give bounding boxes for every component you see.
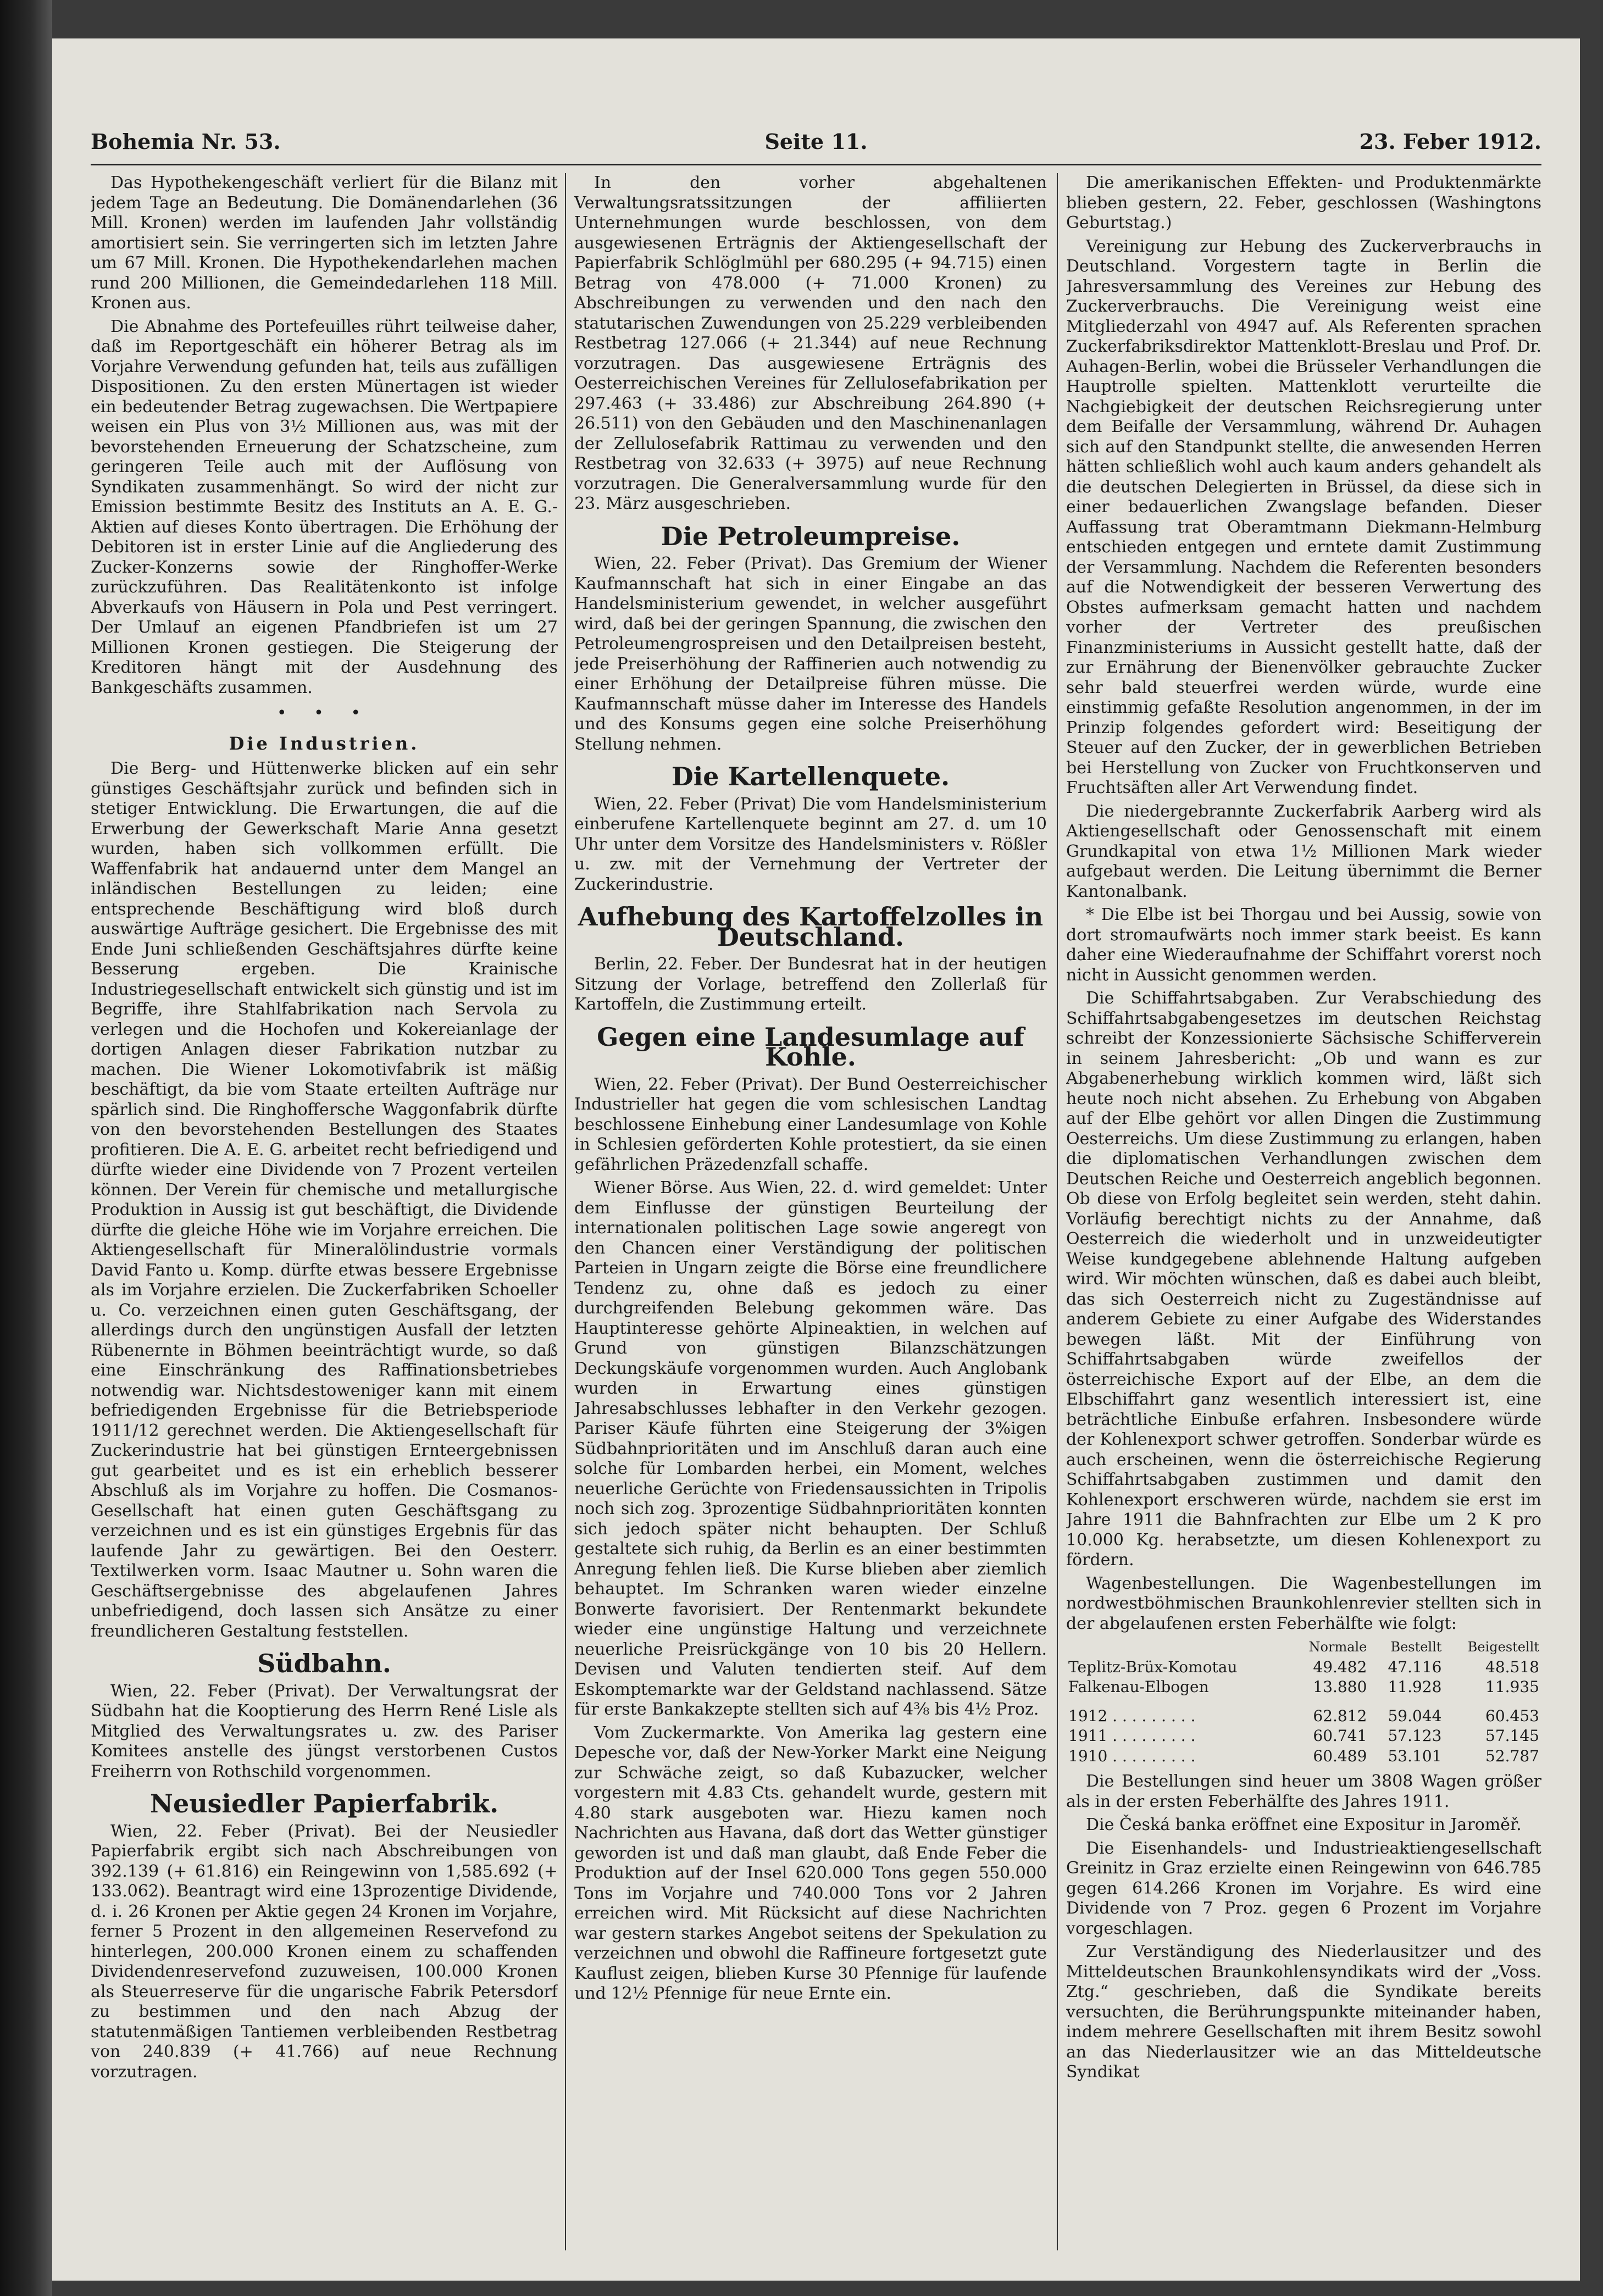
article-paragraph: Vereinigung zur Hebung des Zuckerverbrauchs in Deutschland. Vorgestern tagte in Berlin die Jahresversammlung des Vereines zur Hebung des Zuckerverbrauchs. Die Vereinigung weist eine Mitgliederzahl von 4947 auf. Als Referenten sprachen Zuckerfabriksdirektor Mattenklott-Breslau und Prof. Dr. Auhagen-Berlin, wobei die Brüsseler Verhandlungen die Hauptrolle spielten. Mattenklott verurteilte die Nachgiebigkeit der deutschen Reichsregierung unter dem Beifalle der Versammlung, während Dr. Auhagen sich auf den Standpunkt stellte, die anwesenden Herren hätten schließlich wohl auch kaum anders gehandelt als die deutschen Delegierten in Brüssel, da diese sich in einer bedauerlichen Zwangslage befanden. Dieser Auffassung trat Oberamtmann Diekmann-Helmburg entschieden entgegen und erntete damit Zustimmung der Versammlung. Nachdem die Referenten besonders auf die Notwendigkeit der besseren Verwertung des Obstes aufmerksam gemacht hatten und nachdem vorher der Vertreter des preußischen Finanzministeriums in Aussicht gestellt hatte, daß der zur Ernährung der Bienenvölker gebrauchte Zucker sehr bald steuerfrei werden würde, wurde eine einstimmig gefaßte Resolution angenommen, in der im Prinzip folgendes gefordert wird: Beseitigung der Steuer auf den Zucker, der in gewerblichen Betrieben bei Herstellung von Zucker von Fruchtkonserven und Fruchtsäften aller Art Verwendung findet. [1066, 236, 1541, 797]
header-date: 23. Feber 1912. [1359, 129, 1541, 154]
table-cell: 60.489 [1313, 1746, 1367, 1765]
table-cell: 60.741 [1313, 1727, 1367, 1745]
section-heading: Die Petroleumpreise. [661, 521, 961, 551]
column-1 [91, 173, 558, 2261]
table-cell: 11.928 [1388, 1678, 1442, 1696]
article-paragraph: Wiener Börse. Aus Wien, 22. d. wird gemeldet: Unter dem Einflusse der günstigen Beurteilung der internationalen politischen Lage sowie angeregt von den Chancen einer Verständigung der politischen Parteien in Ungarn zeigte die Börse eine freundlichere Tendenz zu, ohne daß es jedoch zu einer durchgreifenden Belebung gekommen wäre. Das Hauptinteresse gehörte Alpineaktien, in welchen auf Grund von günstigen Bilanzschätzungen Deckungskäufe vorgenommen wurden. Auch Anglobank wurden in Erwartung eines günstigen Jahresabschlusses lebhafter in den Verkehr gezogen. Pariser Käufe führten eine Steigerung der 3%igen Südbahnprioritäten und im Anschluß daran auch eine solche für Lombarden herbei, ein Moment, welches neuerliche Gerüchte von Friedensaussichten in Tripolis noch sich zog. 3prozentige Südbahnprioritäten konnten sich jedoch später nicht behaupten. Der Schluß gestaltete sich ruhig, da Berlin es an einer bestimmten Anregung fehlen ließ. Die Kurse blieben aber ziemlich behauptet. Im Schranken waren wieder einzelne Bonwerte favorisiert. Der Rentenmarkt bekundete wieder eine ungünstige Haltung und verzeichnete neuerliche Preisrückgänge von 10 bis 20 Hellern. Devisen und Valuten tendierten steif. Auf dem Eskomptemarkte war der Geldstand nachlassend. Sätze für erste Bankakzepte stellten sich auf 4⅜ bis 4½ Proz. [574, 1178, 1047, 1719]
table-row [1066, 1726, 1541, 1746]
column-divider [565, 173, 566, 2250]
article-paragraph: Zur Verständigung des Niederlausitzer und des Mitteldeutschen Braunkohlensyndikats wird der „Voss. Ztg.“ geschrieben, daß die Syndikate bereits versuchten, die Berührungspunkte miteinander haben, indem mehrere Gesellschaften mit ihrem Besitz sowohl an das Niederlausitzer wie an das Mitteldeutsche Syndikat [1066, 1942, 1541, 2082]
table-row [1066, 1657, 1541, 1678]
article-paragraph: Das Hypothekengeschäft verliert für die Bilanz mit jedem Tage an Bedeutung. Die Domänendarlehen (36 Mill. Kronen) werden im laufenden Jahr vollständig amortisiert sein. Sie verringerten sich im letzten Jahre um 67 Mill. Kronen. Die Hypothekendarlehen machen rund 200 Millionen, die Gemeindedarlehen 118 Mill. Kronen aus. [91, 173, 558, 313]
header-newspaper-issue: Bohemia Nr. 53. [91, 129, 281, 154]
article-paragraph: Die Abnahme des Portefeuilles rührt teilweise daher, daß im Reportgeschäft ein höherer Betrag als im Vorjahre Verwendung gefunden hat, teils aus zufälligen Dispositionen. Zu den ersten Münertagen ist wieder ein bedeutender Betrag zugewachsen. Die Wertpapiere weisen ein Plus von 3½ Millionen aus, was mit der bevorstehenden Erneuerung der Schatzscheine, zum geringeren Teile auch mit der Auflösung von Syndikaten zusammenhängt. So wird der nicht zur Emission bestimmte Besitz des Instituts an A. E. G.-Aktien auf dieses Konto übertragen. Die Erhöhung der Debitoren ist in erster Linie auf die Angliederung des Zucker-Konzerns sowie der Ringhoffer-Werke zurückzuführen. Das Realitätenkonto ist infolge Abverkaufs von Häusern in Pola und Pest verringert. Der Umlauf an eigenen Pfandbriefen ist um 27 Millionen Kronen gestiegen. Die Steigerung der Kreditoren hängt mit der Ausdehnung des Bankgeschäfts zusammen. [91, 317, 558, 697]
table-cell: Falkenau-Elbogen [1068, 1678, 1209, 1696]
section-heading: Aufhebung des Kartoffelzolles in Deutschland. [578, 902, 1044, 952]
table-cell: 53.101 [1388, 1746, 1442, 1765]
column-2 [574, 173, 1047, 2261]
article-paragraph: * Die Elbe ist bei Thorgau und bei Aussig, sowie von dort stromaufwärts noch immer stark beeist. Es kann daher eine Wiederaufnahme der Schiffahrt vorerst noch nicht in Aussicht genommen werden. [1066, 905, 1541, 985]
book-spine [0, 0, 52, 2296]
table-row [1066, 1677, 1541, 1698]
table-cell: 11.935 [1485, 1678, 1539, 1696]
article-paragraph: In den vorher abgehaltenen Verwaltungsratssitzungen der affiliierten Unternehmungen wurde beschlossen, von dem ausgewiesenen Erträgnis der Aktiengesellschaft der Papierfabrik Schlöglmühl per 680.295 (+ 94.715) einen Betrag von 478.000 (+ 71.000 Kronen) zu Abschreibungen zu verwenden und den nach den statutarischen Zuwendungen von 25.229 verbleibenden Restbetrag 127.066 (+ 21.344) auf neue Rechnung vorzutragen. Das ausgewiesene Erträgnis des Oesterreichischen Vereines für Zellulosefabrikation per 297.463 (+ 33.486) zur Abschreibung 264.890 (+ 26.511) von den Gebäuden und den Maschinenanlagen der Zellulosefabrik Rattimau zu verwenden und den Restbetrag von 32.633 (+ 3975) auf neue Rechnung vorzutragen. Die Generalversammlung wurde für den 23. März ausgeschrieben. [574, 173, 1047, 513]
table-cell: Normale [1308, 1639, 1367, 1655]
article-paragraph: Wien, 22. Feber (Privat). Bei der Neusiedler Papierfabrik ergibt sich nach Abschreibungen von 392.139 (+ 61.816) ein Reingewinn von 1,585.692 (+ 133.062). Beantragt wird eine 13prozentige Dividende, d. i. 26 Kronen per Aktie gegen 24 Kronen im Vorjahre, ferner 5 Prozent in den allgemeinen Reservefond zu hinterlegen, 200.000 Kronen einem zu schaffenden Dividendenreservefond zuzuweisen, 100.000 Kronen als Steuerreserve für die ungarische Fabrik Petersdorf zu bestimmen und den nach Abzug der statutenmäßigen Tantiemen verbleibenden Restbetrag von 240.839 (+ 41.766) auf neue Rechnung vorzutragen. [91, 1821, 558, 2082]
table-cell: 1910 . . . . . . . . . [1068, 1746, 1196, 1765]
table-cell: 48.518 [1485, 1657, 1539, 1676]
header-page-number: Seite 11. [764, 129, 868, 154]
article-paragraph: Die amerikanischen Effekten- und Produktenmärkte blieben gestern, 22. Feber, geschlossen (Washingtons Geburtstag.) [1066, 173, 1541, 232]
table-cell: 62.812 [1313, 1706, 1367, 1725]
article-paragraph: Die Česká banka eröffnet eine Expositur in Jaroměř. [1086, 1815, 1522, 1834]
section-heading: Die Kartellenquete. [671, 762, 950, 791]
table-row [1066, 1698, 1541, 1706]
table-cell: 49.482 [1313, 1657, 1367, 1676]
table-cell: 1911 . . . . . . . . . [1068, 1727, 1196, 1745]
article-paragraph: Wien, 22. Feber (Privat). Das Gremium der Wiener Kaufmannschaft hat sich in einer Eingabe an das Handelsministerium gewendet, in welcher ausgeführt wird, daß bei der geringen Spannung, die zwischen den Petroleumengrospreisen und den Detailpreisen besteht, jede Preiserhöhung der Raffinerien auch notwendig zu einer Erhöhung der Detailpreise führen müsse. Die Kaufmannschaft müsse daher im Interesse des Handels und des Konsums gegen eine solche Preiserhöhung Stellung nehmen. [574, 554, 1047, 754]
column-divider [1057, 173, 1058, 2250]
article-paragraph: Vom Zuckermarkte. Von Amerika lag gestern eine Depesche vor, daß der New-Yorker Markt eine Neigung zur Schwäche zeigt, so daß Kubazucker, welcher vorgestern mit 4.83 Cts. gehandelt wurde, gestern mit 4.80 stark ausgeboten war. Hiezu kamen noch Nachrichten aus Havana, daß dort das Wetter günstiger geworden ist und daß man glaubt, daß Ende Feber die Produktion auf der Insel 620.000 Tons gegen 550.000 Tons im Vorjahre und 740.000 Tons vor 2 Jahren erreichen wird. Mit Rücksicht auf diese Nachrichten war gestern starkes Angebot seitens der Spekulation zu verzeichnen und obwohl die Raffineure fortgesetzt gute Kauflust zeigen, blieben Kurse 30 Pfennige für laufende und 12½ Pfennige für neue Ernte ein. [574, 1723, 1047, 2003]
page-header [91, 129, 1541, 162]
table-cell [1066, 1698, 1289, 1706]
table-cell [1066, 1637, 1289, 1657]
table-cell: Teplitz-Brüx-Komotau [1068, 1657, 1238, 1676]
article-paragraph: Die Bestellungen sind heuer um 3808 Wagen größer als in der ersten Feberhälfte des Jahres 1911. [1066, 1772, 1541, 1811]
table-cell [1289, 1698, 1369, 1706]
header-rule [91, 164, 1541, 165]
article-paragraph: Wien, 22. Feber (Privat) Die vom Handelsministerium einberufene Kartellenquete beginnt am 27. d. um 10 Uhr unter dem Vorsitze des Handelsministers v. Rößler u. zw. mit der Vernehmung der Vertreter der Zuckerindustrie. [574, 794, 1047, 894]
table-row [1066, 1746, 1541, 1767]
table-cell: 57.145 [1485, 1727, 1539, 1745]
article-paragraph: Wien, 22. Feber (Privat). Der Bund Oesterreichischer Industrieller hat gegen die vom schlesischen Landtag beschlossene Einhebung einer Landesumlage von Kohle in Schlesien geförderten Kohle protestiert, da sie einen gefährlichen Präzedenzfall schaffe. [574, 1074, 1047, 1174]
section-heading: Südbahn. [257, 1649, 391, 1678]
wagon-orders-table [1066, 1637, 1541, 1766]
article-paragraph: Die niedergebrannte Zuckerfabrik Aarberg wird als Aktiengesellschaft oder Genossenschaft mit einem Grundkapital von etwa 1½ Millionen Mark wieder aufgebaut werden. Die Leitung übernimmt die Berner Kantonalbank. [1066, 801, 1541, 901]
newspaper-page [52, 38, 1580, 2281]
table-cell: 59.044 [1388, 1706, 1442, 1725]
article-paragraph: Die Schiffahrtsabgaben. Zur Verabschiedung des Schiffahrtsabgabengesetzes im deutschen Reichstag schreibt der Konzessionierte Sächsische Schifferverein in seinem Jahresbericht: „Ob und wann es zur Abgabenerhebung wirklich kommen wird, läßt sich heute noch nicht absehen. Zu Erhebung von Abgaben auf der Elbe gehört vor allen Dingen die Zustimmung Oesterreichs. Um diese Zustimmung zu erlangen, haben die diplomatischen Verhandlungen zwischen dem Deutschen Reiche und Oesterreich angeblich begonnen. Ob diese von Erfolg begleitet sein werden, steht dahin. Vorläufig berechtigt nichts zu der Annahme, daß Oesterreich die wiederholt und in unzweideutigter Weise kundgegebene ablehnende Haltung aufgeben wird. Wir möchten wünschen, daß es dabei auch bleibt, das sich Oesterreich nicht zu Zugeständnisse auf anderem Gebiete zu einer Aufgabe des Widerstandes bewegen läßt. Mit der Einführung von Schiffahrtsabgaben würde zweifellos der österreichische Export auf der Elbe, an dem die Elbschiffahrt ganz wesentlich interessiert ist, eine beträchtliche Einbuße erfahren. Insbesondere würde der Kohlenexport schwer getroffen. Sonderbar würde es auch erscheinen, wenn die österreichische Regierung Schiffahrtsabgaben zustimmen und damit den Kohlenexport erschweren würde, nachdem sie erst im Jahre 1911 die Bahnfrachten zur Elbe um 2 K pro 10.000 Kg. herabsetzte, um diesen Kohlenexport zu fördern. [1066, 989, 1541, 1570]
table-cell: Bestellt [1390, 1639, 1442, 1655]
article-paragraph: Wagenbestellungen. Die Wagenbestellungen im nordwestböhmischen Braunkohlenrevier stellten sich in der abgelaufenen ersten Feberhälfte wie folgt: [1066, 1573, 1541, 1633]
section-heading: Gegen eine Landesumlage auf Kohle. [597, 1022, 1024, 1072]
section-separator: • • • [276, 703, 372, 723]
article-paragraph: Die Eisenhandels- und Industrieaktiengesellschaft Greinitz in Graz erzielte einen Reingewinn von 646.785 gegen 614.266 Kronen im Vorjahre. Es wird eine Dividende von 7 Proz. gegen 6 Prozent im Vorjahre vorgeschlagen. [1066, 1838, 1541, 1938]
table-cell: 60.453 [1485, 1706, 1539, 1725]
section-heading: Die Industrien. [229, 733, 420, 754]
column-3 [1066, 173, 1541, 2261]
article-paragraph: Die Berg- und Hüttenwerke blicken auf ein sehr günstiges Geschäftsjahr zurück und befinden sich in stetiger Entwicklung. Die Erwartungen, die auf die Erwerbung der Gewerkschaft Marie Anna gesetzt wurden, haben sich vollkommen erfüllt. Die Waffenfabrik hat andauernd unter dem Mangel an inländischen Bestellungen zu leiden; eine entsprechende Beschäftigung wird bloß durch auswärtige Aufträge gesichert. Die Ergebnisse des mit Ende Juni schließenden Geschäftsjahres dürfte keine Besserung ergeben. Die Krainische Industriegesellschaft entwickelt sich günstig und ist im Begriffe, ihre Stahlfabrikation nach Servola zu verlegen und die Hochofen und Kokereianlage der dortigen Anlagen dieser Fabrikation nutzbar zu machen. Die Wiener Lokomotivfabrik ist mäßig beschäftigt, da bie vom Staate erteilten Aufträge nur spärlich sind. Die Ringhoffersche Waggonfabrik dürfte von den bevorstehenden Bestellungen des Staates profitieren. Die A. E. G. arbeitet recht befriedigend und dürfte wieder eine Dividende von 7 Prozent verteilen können. Der Verein für chemische und metallurgische Produktion in Aussig ist gut beschäftigt, die Dividende dürfte die gleiche Höhe wie im Vorjahre erreichen. Die Aktiengesellschaft für Mineralölindustrie vormals David Fanto u. Komp. dürfte etwas bessere Ergebnisse als im Vorjahre erzielen. Die Zuckerfabriken Schoeller u. Co. verzeichnen einen guten Geschäftsgang, der allerdings durch den ungünstigen Ausfall der letzten Rübenernte in Böhmen beeinträchtigt wurde, so daß eine Einschränkung des Raffinationsbetriebes notwendig war. Nichtsdestoweniger kann mit einem befriedigenden Ergebnisse für die Betriebsperiode 1911/12 gerechnet werden. Die Aktiengesellschaft für Zuckerindustrie hat bei günstigen Ernteergebnissen gut gearbeitet und es ist ein erheblich besserer Abschluß als im Vorjahre zu hoffen. Die Cosmanos-Gesellschaft hat einen guten Geschäftsgang zu verzeichnen und es ist ein günstiges Ergebnis für das laufende Jahr zu gewärtigen. Bei den Oesterr. Textilwerken vorm. Isaac Mautner u. Sohn waren die Geschäftsergebnisse des abgelaufenen Jahres unbefriedigend, doch lassen sich Ansätze zu einer freundlicheren Gestaltung feststellen. [91, 759, 558, 1641]
table-cell: 1912 . . . . . . . . . [1068, 1706, 1196, 1725]
table-row [1066, 1637, 1541, 1657]
table-cell: Beigestellt [1467, 1639, 1539, 1655]
table-row [1066, 1706, 1541, 1727]
table-cell: 13.880 [1313, 1678, 1367, 1696]
article-paragraph: Berlin, 22. Feber. Der Bundesrat hat in der heutigen Sitzung der Vorlage, betreffend den Zollerlaß für Kartoffeln, die Zustimmung erteilt. [574, 955, 1047, 1014]
table-cell [1369, 1698, 1444, 1706]
table-cell: 47.116 [1388, 1657, 1442, 1676]
table-cell: 52.787 [1485, 1746, 1539, 1765]
article-paragraph: Wien, 22. Feber (Privat). Der Verwaltungsrat der Südbahn hat die Kooptierung des Herrn René Lisle als Mitglied des Verwaltungsrates u. zw. des Pariser Komitees anstelle des jüngst verstorbenen Custos Freiherrn von Rothschild vorgenommen. [91, 1681, 558, 1781]
table-cell: 57.123 [1388, 1727, 1442, 1745]
table-cell [1444, 1698, 1541, 1706]
section-heading: Neusiedler Papierfabrik. [149, 1789, 499, 1818]
